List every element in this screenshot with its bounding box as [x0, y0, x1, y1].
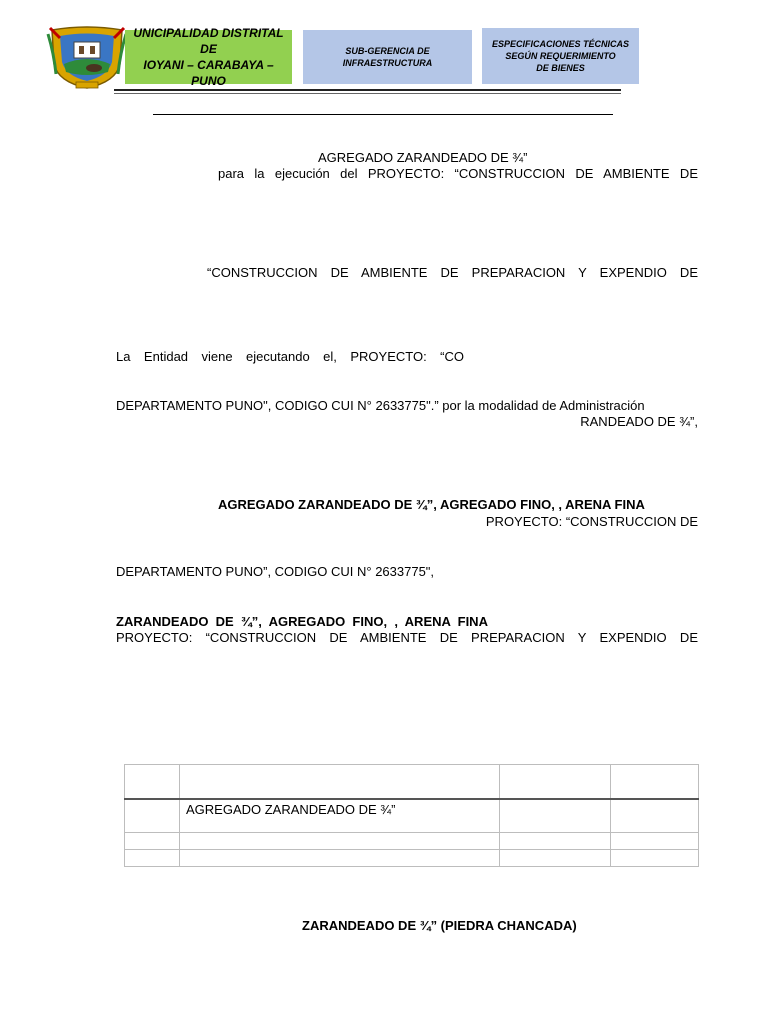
table-cell: [125, 833, 180, 850]
table-cell: [611, 765, 699, 799]
municipality-logo: [46, 24, 128, 90]
table-cell: [125, 799, 180, 833]
spec-line2: SEGÚN REQUERIMIENTO: [505, 51, 616, 61]
table-cell: [180, 833, 500, 850]
title-line: AGREGADO ZARANDEADO DE ¾”: [318, 150, 528, 165]
municipality-name-line2: IOYANI – CARABAYA – PUNO: [143, 58, 274, 88]
table-cell: [500, 833, 611, 850]
department-line-1: DEPARTAMENTO PUNO", CODIGO CUI N° 2633775".” por la modalidad de Administración: [116, 398, 645, 413]
title-underline: [153, 114, 613, 115]
header-rule-thick: [114, 89, 621, 91]
table-header-row: [125, 765, 699, 799]
intro-line: para la ejecución del PROYECTO: “CONSTRUCCION DE AMBIENTE DE: [218, 166, 698, 181]
randeado-line: RANDEADO DE ¾”,: [580, 414, 698, 429]
project-name-line: “CONSTRUCCION DE AMBIENTE DE PREPARACION Y EXPENDIO DE: [207, 265, 698, 280]
table-cell: [125, 765, 180, 799]
bill-of-goods-table: [124, 764, 699, 867]
subgerencia-box: [303, 30, 472, 84]
table-row: [125, 799, 699, 833]
municipality-name-box: [125, 26, 292, 88]
table-cell: [180, 850, 500, 867]
table-row: [125, 833, 699, 850]
spec-line3: DE BIENES: [536, 63, 585, 73]
table-cell: [500, 850, 611, 867]
section-heading: ZARANDEADO DE ¾” (PIEDRA CHANCADA): [302, 918, 577, 933]
table-cell: [500, 799, 611, 833]
header-rule-thin: [114, 93, 621, 94]
table-cell: [500, 765, 611, 799]
proyecto-right-line: PROYECTO: “CONSTRUCCION DE: [485, 514, 698, 529]
specifications-box: [482, 28, 639, 84]
entity-line: La Entidad viene ejecutando el, PROYECTO: “CO: [116, 349, 464, 364]
table-cell: [611, 799, 699, 833]
subgerencia-line2: INFRAESTRUCTURA: [342, 58, 433, 68]
table-cell: [125, 850, 180, 867]
spec-line1: ESPECIFICACIONES TÉCNICAS: [491, 39, 630, 49]
table-cell: [180, 765, 500, 799]
department-line-2: DEPARTAMENTO PUNO”, CODIGO CUI N° 2633775",: [116, 564, 435, 579]
items-list-bold-2: ZARANDEADO DE ¾”, AGREGADO FINO, , ARENA FINA: [116, 614, 488, 629]
coat-of-arms-icon: [46, 24, 128, 90]
table-cell: [611, 850, 699, 867]
table-cell-description: AGREGADO ZARANDEADO DE ¾”: [180, 799, 500, 833]
table-row: [125, 850, 699, 867]
municipality-name-line1: UNICIPALIDAD DISTRITAL DE: [133, 26, 284, 56]
items-list-bold: AGREGADO ZARANDEADO DE ¾”, AGREGADO FINO, , ARENA FINA: [218, 497, 645, 512]
table-cell: [611, 833, 699, 850]
proyecto-full-line: PROYECTO: “CONSTRUCCION DE AMBIENTE DE PREPARACION Y EXPENDIO DE: [116, 630, 698, 645]
subgerencia-line1: SUB-GERENCIA DE: [345, 46, 430, 56]
